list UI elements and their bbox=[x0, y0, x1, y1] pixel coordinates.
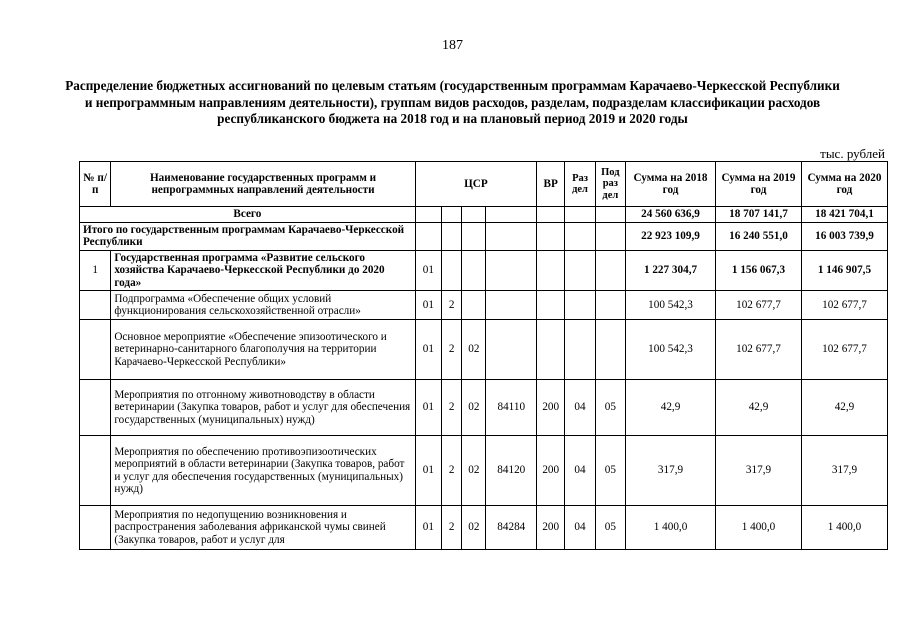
sum-2018-cell: 42,9 bbox=[626, 380, 716, 436]
budget-table bbox=[79, 161, 888, 550]
csr-cell: 02 bbox=[462, 436, 486, 506]
csr-cell bbox=[415, 207, 441, 223]
row-name: Государственная программа «Развитие сельского хозяйства Карачаево-Черкесской Республики до 2020 года» bbox=[111, 250, 415, 290]
csr-cell: 02 bbox=[462, 380, 486, 436]
sum-2018-cell: 24 560 636,9 bbox=[626, 207, 716, 223]
csr-cell bbox=[442, 250, 462, 290]
row-name: Основное мероприятие «Обеспечение эпизоотического и ветеринарно-санитарного благополучия на территории Карачаево-Черкесской Республики» bbox=[111, 320, 415, 380]
pr-cell: 05 bbox=[595, 380, 625, 436]
sum-2019-cell: 16 240 551,0 bbox=[716, 223, 802, 251]
header-razdel: Раз дел bbox=[565, 162, 595, 207]
sum-2019-cell: 1 400,0 bbox=[716, 506, 802, 550]
vr-cell bbox=[537, 250, 565, 290]
table-row bbox=[80, 223, 888, 251]
header-sum-2018: Сумма на 2018 год bbox=[626, 162, 716, 207]
table-row bbox=[80, 207, 888, 223]
csr-cell: 2 bbox=[442, 506, 462, 550]
row-num bbox=[80, 436, 111, 506]
sum-2020-cell: 317,9 bbox=[801, 436, 887, 506]
table-row bbox=[80, 320, 888, 380]
csr-cell: 01 bbox=[415, 436, 441, 506]
csr-cell: 2 bbox=[442, 291, 462, 320]
csr-cell bbox=[442, 223, 462, 251]
row-name: Всего bbox=[80, 207, 416, 223]
rz-cell: 04 bbox=[565, 436, 595, 506]
row-name: Мероприятия по недопущению возникновения и распространения заболевания африканской чумы свиней (Закупка товаров, работ и услуг для bbox=[111, 506, 415, 550]
pr-cell bbox=[595, 320, 625, 380]
vr-cell bbox=[537, 223, 565, 251]
sum-2019-cell: 102 677,7 bbox=[716, 291, 802, 320]
row-name: Подпрограмма «Обеспечение общих условий функционирования сельскохозяйственной отрасли» bbox=[111, 291, 415, 320]
csr-cell bbox=[442, 207, 462, 223]
csr-cell: 01 bbox=[415, 320, 441, 380]
page-number: 187 bbox=[442, 38, 463, 53]
sum-2020-cell: 102 677,7 bbox=[801, 291, 887, 320]
sum-2020-cell: 102 677,7 bbox=[801, 320, 887, 380]
sum-2018-cell: 1 400,0 bbox=[626, 506, 716, 550]
table-row bbox=[80, 506, 888, 550]
vr-cell bbox=[537, 320, 565, 380]
header-vr: ВР bbox=[537, 162, 565, 207]
table-row bbox=[80, 250, 888, 290]
row-num bbox=[80, 320, 111, 380]
rz-cell bbox=[565, 223, 595, 251]
csr-cell: 01 bbox=[415, 291, 441, 320]
csr-cell: 01 bbox=[415, 250, 441, 290]
sum-2020-cell: 42,9 bbox=[801, 380, 887, 436]
vr-cell: 200 bbox=[537, 380, 565, 436]
pr-cell bbox=[595, 250, 625, 290]
sum-2020-cell: 18 421 704,1 bbox=[801, 207, 887, 223]
table-header-row bbox=[80, 162, 888, 207]
csr-cell bbox=[462, 223, 486, 251]
sum-2019-cell: 18 707 141,7 bbox=[716, 207, 802, 223]
pr-cell bbox=[595, 223, 625, 251]
header-num: № п/п bbox=[80, 162, 111, 207]
csr-cell: 2 bbox=[442, 380, 462, 436]
csr-cell bbox=[462, 207, 486, 223]
sum-2019-cell: 102 677,7 bbox=[716, 320, 802, 380]
csr-cell: 2 bbox=[442, 436, 462, 506]
sum-2020-cell: 1 146 907,5 bbox=[801, 250, 887, 290]
csr-cell bbox=[486, 223, 537, 251]
csr-cell: 01 bbox=[415, 380, 441, 436]
csr-cell bbox=[462, 250, 486, 290]
rz-cell: 04 bbox=[565, 380, 595, 436]
row-name: Итого по государственным программам Карачаево-Черкесской Республики bbox=[80, 223, 416, 251]
pr-cell: 05 bbox=[595, 506, 625, 550]
vr-cell bbox=[537, 291, 565, 320]
row-num bbox=[80, 291, 111, 320]
csr-cell: 84284 bbox=[486, 506, 537, 550]
header-csr: ЦСР bbox=[415, 162, 536, 207]
vr-cell: 200 bbox=[537, 506, 565, 550]
row-num bbox=[80, 380, 111, 436]
sum-2018-cell: 317,9 bbox=[626, 436, 716, 506]
csr-cell bbox=[486, 250, 537, 290]
table-row bbox=[80, 436, 888, 506]
csr-cell bbox=[486, 207, 537, 223]
rz-cell bbox=[565, 291, 595, 320]
rz-cell bbox=[565, 207, 595, 223]
csr-cell: 02 bbox=[462, 320, 486, 380]
sum-2019-cell: 42,9 bbox=[716, 380, 802, 436]
csr-cell: 01 bbox=[415, 506, 441, 550]
unit-label: тыс. рублей bbox=[820, 146, 885, 161]
sum-2020-cell: 16 003 739,9 bbox=[801, 223, 887, 251]
table-row bbox=[80, 291, 888, 320]
sum-2018-cell: 22 923 109,9 bbox=[626, 223, 716, 251]
csr-cell: 2 bbox=[442, 320, 462, 380]
vr-cell: 200 bbox=[537, 436, 565, 506]
sum-2018-cell: 1 227 304,7 bbox=[626, 250, 716, 290]
sum-2019-cell: 1 156 067,3 bbox=[716, 250, 802, 290]
csr-cell: 84110 bbox=[486, 380, 537, 436]
row-num: 1 bbox=[80, 250, 111, 290]
csr-cell bbox=[486, 320, 537, 380]
sum-2019-cell: 317,9 bbox=[716, 436, 802, 506]
row-num bbox=[80, 506, 111, 550]
csr-cell: 02 bbox=[462, 506, 486, 550]
header-sum-2020: Сумма на 2020 год bbox=[801, 162, 887, 207]
table-row bbox=[80, 380, 888, 436]
row-name: Мероприятия по отгонному животноводству в области ветеринарии (Закупка товаров, работ и услуг для обеспечения государственных (муниципальных) нужд) bbox=[111, 380, 415, 436]
vr-cell bbox=[537, 207, 565, 223]
row-name: Мероприятия по обеспечению противоэпизоотических мероприятий в области ветеринарии (Закупка товаров, работ и услуг для обеспечения государственных (муниципальных) нужд) bbox=[111, 436, 415, 506]
sum-2018-cell: 100 542,3 bbox=[626, 320, 716, 380]
rz-cell: 04 bbox=[565, 506, 595, 550]
header-sum-2019: Сумма на 2019 год bbox=[716, 162, 802, 207]
document-title: Распределение бюджетных ассигнований по целевым статьям (государственным программам Карачаево-Черкесской Республики и непрограммным направлениям деятельности), группам видов расходов, разделам, подразделам классификации расходов республиканского бюджета на 2018 год и на плановый период 2019 и 2020 годы bbox=[65, 78, 840, 126]
rz-cell bbox=[565, 320, 595, 380]
csr-cell: 84120 bbox=[486, 436, 537, 506]
header-name: Наименование государственных программ и непрограммных направлений деятельности bbox=[111, 162, 415, 207]
csr-cell bbox=[462, 291, 486, 320]
sum-2020-cell: 1 400,0 bbox=[801, 506, 887, 550]
pr-cell bbox=[595, 291, 625, 320]
pr-cell bbox=[595, 207, 625, 223]
csr-cell bbox=[415, 223, 441, 251]
sum-2018-cell: 100 542,3 bbox=[626, 291, 716, 320]
csr-cell bbox=[486, 291, 537, 320]
rz-cell bbox=[565, 250, 595, 290]
header-podrazdel: Под раз дел bbox=[595, 162, 625, 207]
pr-cell: 05 bbox=[595, 436, 625, 506]
